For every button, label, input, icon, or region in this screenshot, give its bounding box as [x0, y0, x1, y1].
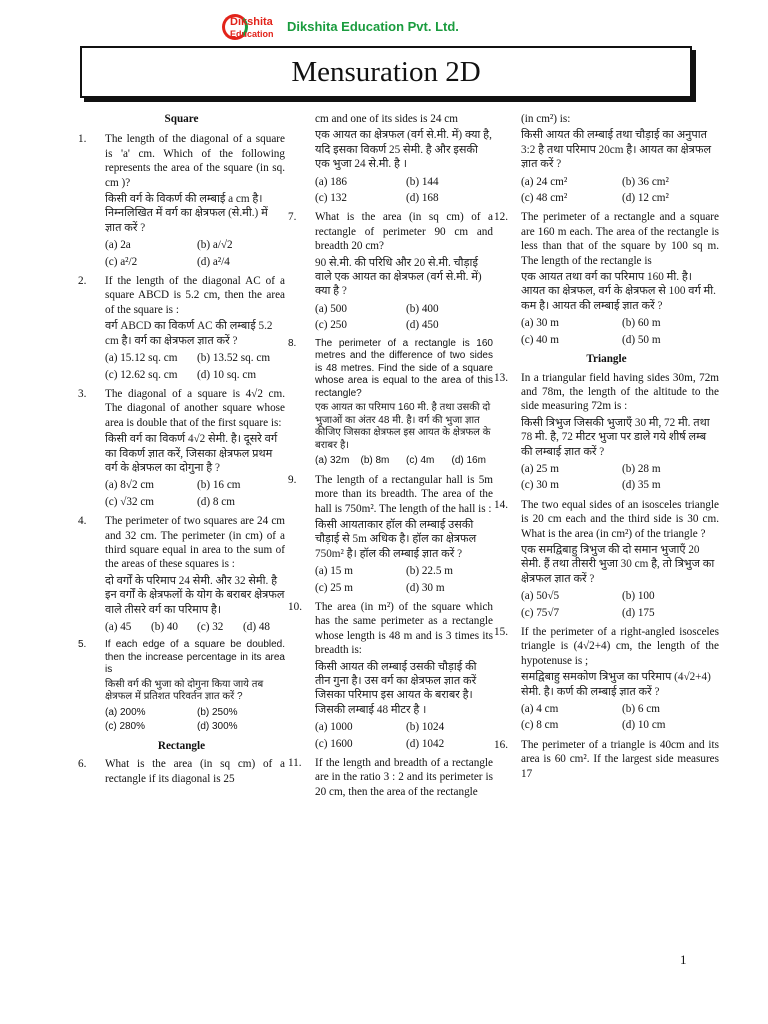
option-b: (b) 40 [151, 621, 179, 633]
option-a: (a) 15 m [315, 565, 353, 578]
question-16 [494, 738, 719, 781]
question-12 [494, 210, 719, 348]
title-box [80, 46, 692, 98]
option-d: (d) 12 cm² [622, 192, 669, 205]
options [315, 174, 493, 207]
option-c: (c) 48 cm² [521, 192, 568, 205]
options [105, 237, 285, 270]
question-text-en: The two equal sides of an isosceles triangle is 20 cm each and the third side is 30 cm. What is the area (in cm²) of the triangle ? [521, 498, 719, 540]
option-c: (c) 12.62 sq. cm [105, 368, 178, 381]
option-d: (d) 300% [197, 721, 238, 733]
option-b: (b) 400 [406, 302, 439, 315]
option-b: (b) 100 [622, 590, 655, 603]
question-1 [78, 132, 285, 270]
question-7 [288, 210, 493, 333]
option-d: (d) 168 [406, 192, 439, 205]
question-text-hi: वर्ग ABCD का विकर्ण AC की लम्बाई 5.2 cm है। वर्ग का क्षेत्रफल ज्ञात करें ? [105, 320, 273, 347]
question-text-en: The perimeter of a rectangle and a square are 160 m each. The area of the rectangle is less than that of the square by 100 sq m. The length of the rectangle is [521, 211, 719, 267]
question-6 [78, 757, 285, 786]
option-b: (b) 28 m [622, 462, 661, 475]
question-2 [78, 274, 285, 383]
page-title: Mensuration 2D [291, 56, 481, 88]
option-b: (b) 22.5 m [406, 565, 453, 578]
question-number: 15. [494, 626, 508, 638]
options [105, 619, 285, 635]
question-15 [494, 625, 719, 734]
option-a: (a) 1000 [315, 721, 353, 734]
question-text-hi: किसी आयताकार हॉल की लम्बाई उसकी चौड़ाई से 5m अधिक है। हॉल का क्षेत्रफल 750m² है। हॉल की लम्बाई ज्ञात करें ? [315, 518, 477, 560]
question-text-en: The perimeter of a triangle is 40cm and its area is 60 cm². If the largest side measures 17 [521, 738, 719, 780]
options [521, 174, 719, 207]
question-text-en: The area (in m²) of the square which has the same perimeter as a rectangle whose length is 48 m and is 3 times its breadth is: [315, 600, 493, 657]
question-text-en: In a triangular field having sides 30m, 72m and 78m, the length of the altitude to the side measuring 72m is : [521, 371, 719, 413]
question-number: 6. [78, 758, 87, 771]
option-d: (d) 1042 [406, 737, 445, 750]
question-text-hi: किसी त्रिभुज जिसकी भुजाएँ 30 मी, 72 मी. तथा 78 मी. है, 72 मीटर भुजा पर डाले गये शीर्ष लम्ब की लम्बाई ज्ञात करें ? [521, 416, 710, 458]
option-b: (b) 6 cm [622, 703, 660, 716]
question-text-hi: किसी वर्ग की भुजा को दोगुना किया जाये तब क्षेत्रफल में प्रतिशत परिवर्तन ज्ञात करें ? [105, 678, 264, 703]
option-c: (c) 280% [105, 721, 146, 733]
question-text-en: What is the area (in sq cm) of a rectangle if its diagonal is 25 [105, 758, 285, 785]
option-b: (b) 144 [406, 175, 439, 188]
option-d: (d) 30 m [406, 581, 445, 594]
options [315, 454, 493, 469]
options [105, 350, 285, 383]
question-text-hi: एक आयत का परिमाप 160 मी. है तथा उसकी दो भुजाओं का अंतर 48 मी. है। वर्ग की भुजा ज्ञात कीजिए जिसका क्षेत्रफल इस आयत के क्षेत्रफल के बराबर है। [315, 402, 491, 451]
column-2 [288, 112, 493, 801]
option-a: (a) 32m [315, 455, 350, 467]
question-text-en: If the length of the diagonal AC of a square ABCD is 5.2 cm, then the area of the square is : [105, 275, 285, 316]
question-text-en: The perimeter of two squares are 24 cm and 32 cm. The perimeter (in cm) of a third square equal in area to the sum of the areas of these squares is : [105, 515, 285, 571]
question-text-en: (in cm²) is: [521, 113, 571, 125]
question-14 [494, 498, 719, 621]
question-number: 11. [288, 757, 302, 769]
question-text-en: If the perimeter of a right-angled isosceles triangle is (4√2+4) cm, the length of the hypotenuse is ; [521, 626, 719, 667]
option-b: (b) a/√2 [197, 239, 233, 252]
option-d: (d) 10 sq. cm [197, 368, 257, 381]
question-number: 13. [494, 371, 508, 384]
option-c: (c) 40 m [521, 333, 559, 346]
question-text-en: If the length and breadth of a rectangle are in the ratio 3 : 2 and its perimeter is 20 cm, then the area of the rectangle [315, 757, 493, 798]
question-text-hi: किसी वर्ग का विकर्ण 4√2 सेमी. है। दूसरे वर्ग का विकर्ण ज्ञात करें, जिसका क्षेत्रफल प्रथम वर्ग के क्षेत्रफल का दोगुना है ? [105, 433, 278, 474]
option-c: (c) 1600 [315, 737, 353, 750]
option-d: (d) 50 m [622, 333, 661, 346]
page-header [0, 10, 768, 46]
dikshita-logo [222, 12, 274, 46]
question-5 [78, 639, 285, 735]
option-a: (a) 8√2 cm [105, 479, 155, 492]
option-d: (d) 35 m [622, 479, 661, 492]
options [105, 477, 285, 510]
question-number: 4. [78, 515, 87, 528]
option-a: (a) 4 cm [521, 703, 559, 716]
option-b: (b) 1024 [406, 721, 445, 734]
question-number: 5. [78, 639, 87, 651]
question-8 [288, 338, 493, 469]
question-11-continued [494, 112, 719, 206]
option-a: (a) 500 [315, 302, 347, 315]
options [315, 301, 493, 334]
question-11 [288, 756, 493, 799]
option-a: (a) 50√5 [521, 590, 560, 603]
option-a: (a) 186 [315, 175, 347, 188]
logo-text-1: Dikshita [230, 16, 273, 28]
option-d: (d) 8 cm [197, 495, 235, 508]
question-10 [288, 600, 493, 752]
question-4 [78, 514, 285, 635]
option-d: (d) 175 [622, 606, 655, 619]
question-text-en: What is the area (in sq cm) of a rectangle of perimeter 90 cm and breadth 20 cm? [315, 211, 493, 253]
column-1 [78, 112, 285, 788]
option-c: (c) 4m [406, 455, 435, 467]
question-3 [78, 387, 285, 510]
question-text-hi: दो वर्गों के परिमाप 24 सेमी. और 32 सेमी. है इन वर्गों के क्षेत्रफलों के योग के बराबर क्षेत्रफल वाले तीसरे वर्ग का परिमाप है। [105, 574, 285, 616]
option-b: (b) 13.52 sq. cm [197, 352, 271, 365]
options [315, 719, 493, 752]
option-a: (a) 200% [105, 706, 146, 718]
options [105, 706, 285, 735]
question-text-en: If each edge of a square be doubled. then the increase percentage in its area is [105, 639, 285, 676]
question-9 [288, 473, 493, 596]
question-text-en: cm and one of its sides is 24 cm [315, 113, 458, 125]
question-text-hi: समद्विबाहु समकोण त्रिभुज का परिमाप (4√2+4) सेमी. है। कर्ण की लम्बाई ज्ञात करें ? [521, 671, 711, 698]
company-name: Dikshita Education Pvt. Ltd. [287, 19, 459, 34]
question-6-continued [288, 112, 493, 206]
option-d: (d) 10 cm [622, 719, 666, 732]
option-b: (b) 36 cm² [622, 175, 669, 188]
option-b: (b) 250% [197, 706, 238, 718]
question-text-hi: 90 से.मी. की परिधि और 20 से.मी. चौड़ाई वाले एक आयत का क्षेत्रफल (वर्ग से.मी. में) क्या है ? [315, 256, 482, 298]
question-number: 10. [288, 600, 302, 613]
question-number: 9. [288, 473, 297, 486]
question-number: 14. [494, 498, 508, 511]
options [521, 701, 719, 734]
option-c: (c) 250 [315, 319, 347, 332]
option-a: (a) 25 m [521, 462, 559, 475]
question-number: 7. [288, 211, 297, 224]
options [521, 588, 719, 621]
option-a: (a) 2a [105, 239, 131, 252]
option-c: (c) 25 m [315, 581, 353, 594]
question-text-hi: किसी आयत की लम्बाई तथा चौड़ाई का अनुपात 3:2 है तथा परिमाप 20cm है। आयत का क्षेत्रफल ज्ञात करें ? [521, 129, 712, 171]
option-c: (c) 30 m [521, 479, 559, 492]
question-number: 16. [494, 738, 508, 751]
option-d: (d) 16m [451, 455, 486, 467]
section-heading-rectangle: Rectangle [157, 739, 206, 752]
question-text-hi: एक आयत तथा वर्ग का परिमाप 160 मी. है। आयत का क्षेत्रफल, वर्ग के क्षेत्रफल से 100 वर्ग मी. कम है। आयत की लम्बाई ज्ञात करें ? [521, 271, 716, 312]
option-c: (c) 32 [197, 621, 224, 633]
option-b: (b) 60 m [622, 317, 661, 330]
logo-text-2: Education [230, 29, 274, 39]
option-a: (a) 24 cm² [521, 175, 568, 188]
question-text-en: The perimeter of a rectangle is 160 metres and the difference of two sides is 48 metres. Find the side of a square whose area is equal to the area of this rectangle? [315, 337, 493, 399]
options [315, 563, 493, 596]
option-c: (c) 8 cm [521, 719, 559, 732]
option-a: (a) 15.12 sq. cm [105, 352, 178, 365]
options [521, 315, 719, 348]
question-text-hi: किसी आयत की लम्बाई उसकी चौड़ाई की तीन गुना है। उस वर्ग का क्षेत्रफल ज्ञात करें जिसका परिमाप इस आयत के बराबर है। जिसकी लम्बाई 48 मीटर है । [315, 660, 477, 716]
question-number: 3. [78, 387, 87, 400]
question-number: 1. [78, 133, 87, 146]
question-text-hi: किसी वर्ग के विकर्ण की लम्बाई a cm है। निम्नलिखित में वर्ग का क्षेत्रफल (से.मी.) में ज्ञात करें ? [105, 193, 268, 234]
column-3 [494, 112, 719, 783]
option-c: (c) √32 cm [105, 495, 155, 508]
option-c: (c) 75√7 [521, 606, 560, 619]
options [521, 461, 719, 494]
question-text-en: The length of the diagonal of a square is 'a' cm. Which of the following represents the area of the square (in sq. cm )? [105, 133, 285, 189]
option-d: (d) a²/4 [197, 255, 230, 268]
section-heading-triangle: Triangle [586, 353, 627, 366]
option-d: (d) 450 [406, 319, 439, 332]
question-text-en: The diagonal of a square is 4√2 cm. The diagonal of another square whose area is double that of the first square is: [105, 387, 285, 429]
option-a: (a) 30 m [521, 317, 559, 330]
question-text-hi: एक आयत का क्षेत्रफल (वर्ग से.मी. में) क्या है, यदि इसका विकर्ण 25 सेमी. है और इसकी एक भुजा 24 से.मी. है । [315, 129, 492, 171]
option-b: (b) 8m [360, 455, 390, 467]
question-number: 2. [78, 275, 87, 288]
option-c: (c) 132 [315, 192, 347, 205]
option-b: (b) 16 cm [197, 479, 241, 492]
option-d: (d) 48 [243, 621, 271, 633]
page-number: 1 [680, 952, 687, 967]
question-text-en: The length of a rectangular hall is 5m more than its breadth. The area of the hall is 750m². The length of the hall is : [315, 473, 493, 515]
option-c: (c) a²/2 [105, 255, 138, 268]
question-number: 12. [494, 211, 508, 224]
option-a: (a) 45 [105, 621, 132, 633]
section-heading-square: Square [164, 113, 199, 125]
question-text-hi: एक समद्विबाहु त्रिभुज की दो समान भुजाएँ 20 सेमी. हैं तथा तीसरी भुजा 30 cm है, तो त्रिभुज का क्षेत्रफल ज्ञात करें ? [521, 543, 715, 585]
question-number: 8. [288, 337, 297, 349]
question-13 [494, 371, 719, 494]
